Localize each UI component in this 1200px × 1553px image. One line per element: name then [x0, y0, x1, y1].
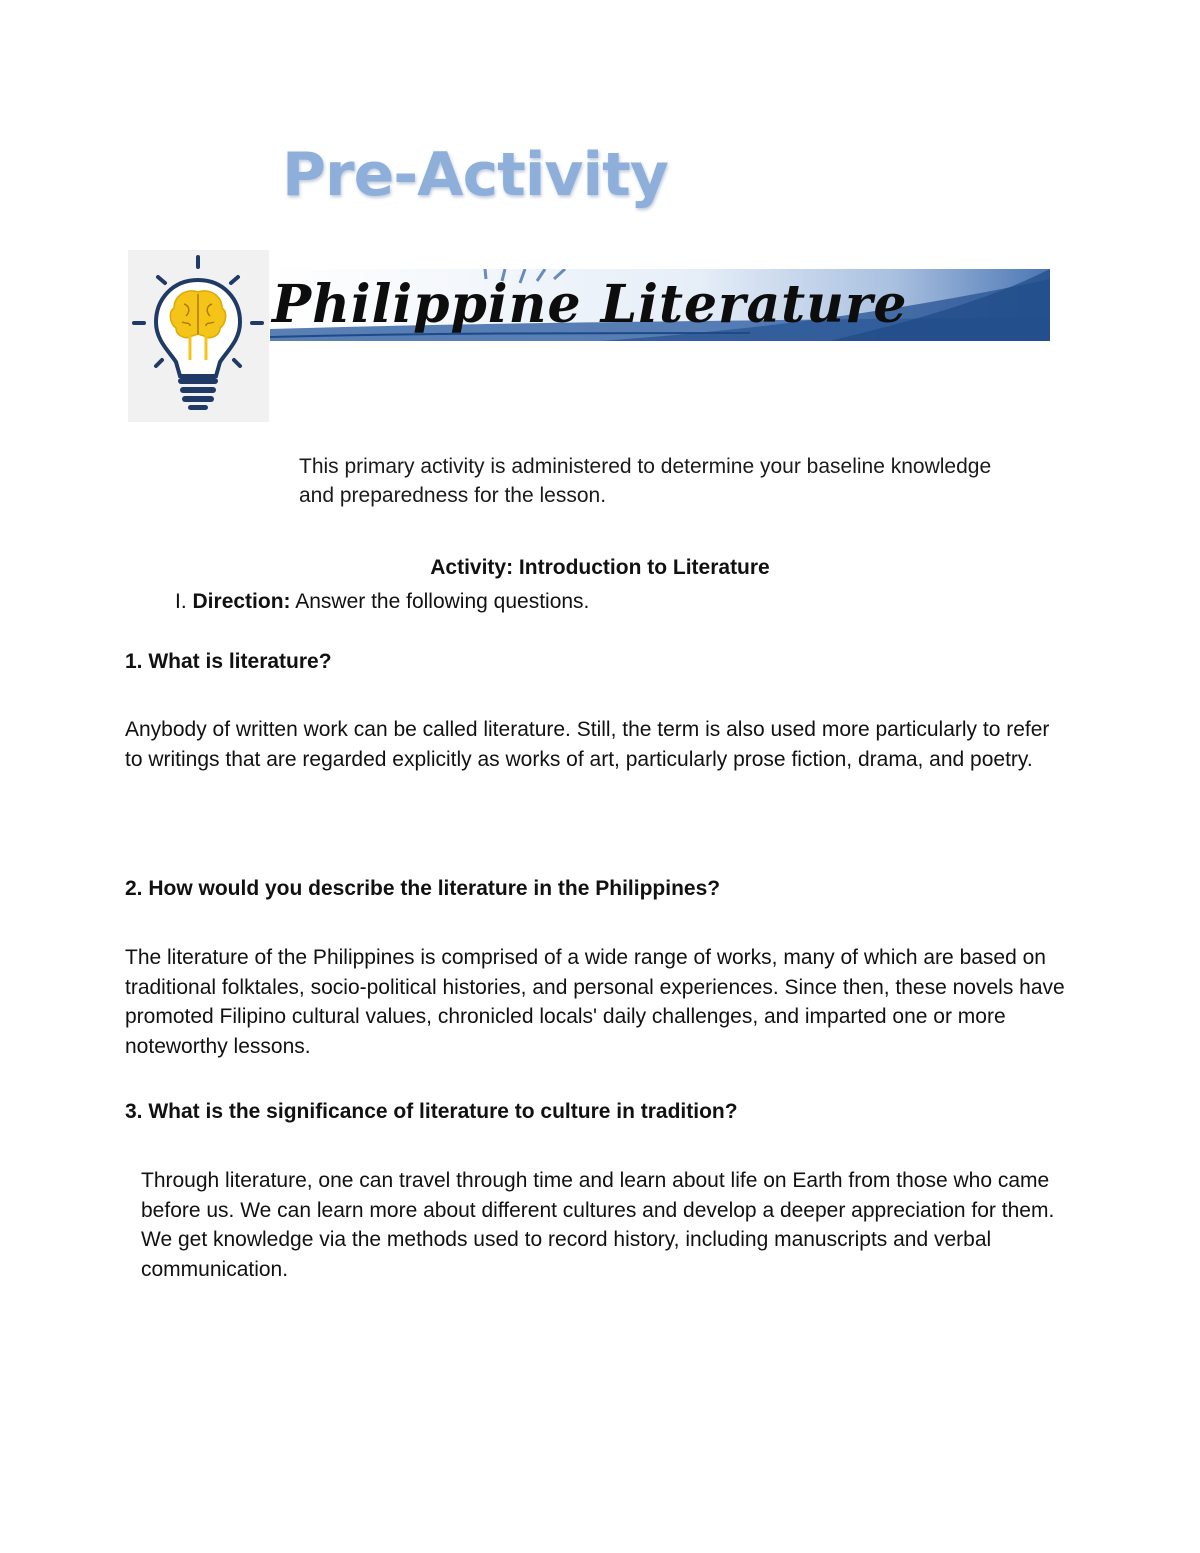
question-3: 3. What is the significance of literature to culture in tradition?	[125, 1100, 738, 1123]
philippine-literature-banner	[270, 269, 1050, 341]
banner-title: Philippine Literature	[272, 274, 908, 335]
activity-title: Activity: Introduction to Literature	[430, 556, 770, 579]
question-1: 1. What is literature?	[125, 650, 332, 673]
lightbulb-brain-icon	[128, 250, 269, 422]
answer-3: Through literature, one can travel through time and learn about life on Earth from those who came before us. We can learn more about different cultures and develop a deeper appreciation for them. We get knowledge via the methods used to record history, including manuscripts and verbal communication.	[141, 1169, 1055, 1281]
answer-2: The literature of the Philippines is comprised of a wide range of works, many of which are based on traditional folktales, socio-political histories, and personal experiences. Since then, these novels have promoted Filipino cultural values, chronicled locals' daily challenges, and imparted one or more noteworthy lessons.	[125, 946, 1065, 1058]
question-2: 2. How would you describe the literature in the Philippines?	[125, 877, 721, 900]
direction-line	[175, 590, 589, 614]
direction-text: Answer the following questions.	[295, 590, 590, 613]
answer-1: Anybody of written work can be called literature. Still, the term is also used more particularly to refer to writings that are regarded explicitly as works of art, particularly prose fiction, drama, and poetry.	[125, 718, 1050, 771]
direction-prefix: I.	[175, 590, 187, 613]
direction-label: Direction:	[192, 590, 291, 613]
intro-paragraph: This primary activity is administered to determine your baseline knowledge and preparedness for the lesson.	[299, 455, 992, 507]
page-title: Pre-Activity	[282, 140, 668, 210]
